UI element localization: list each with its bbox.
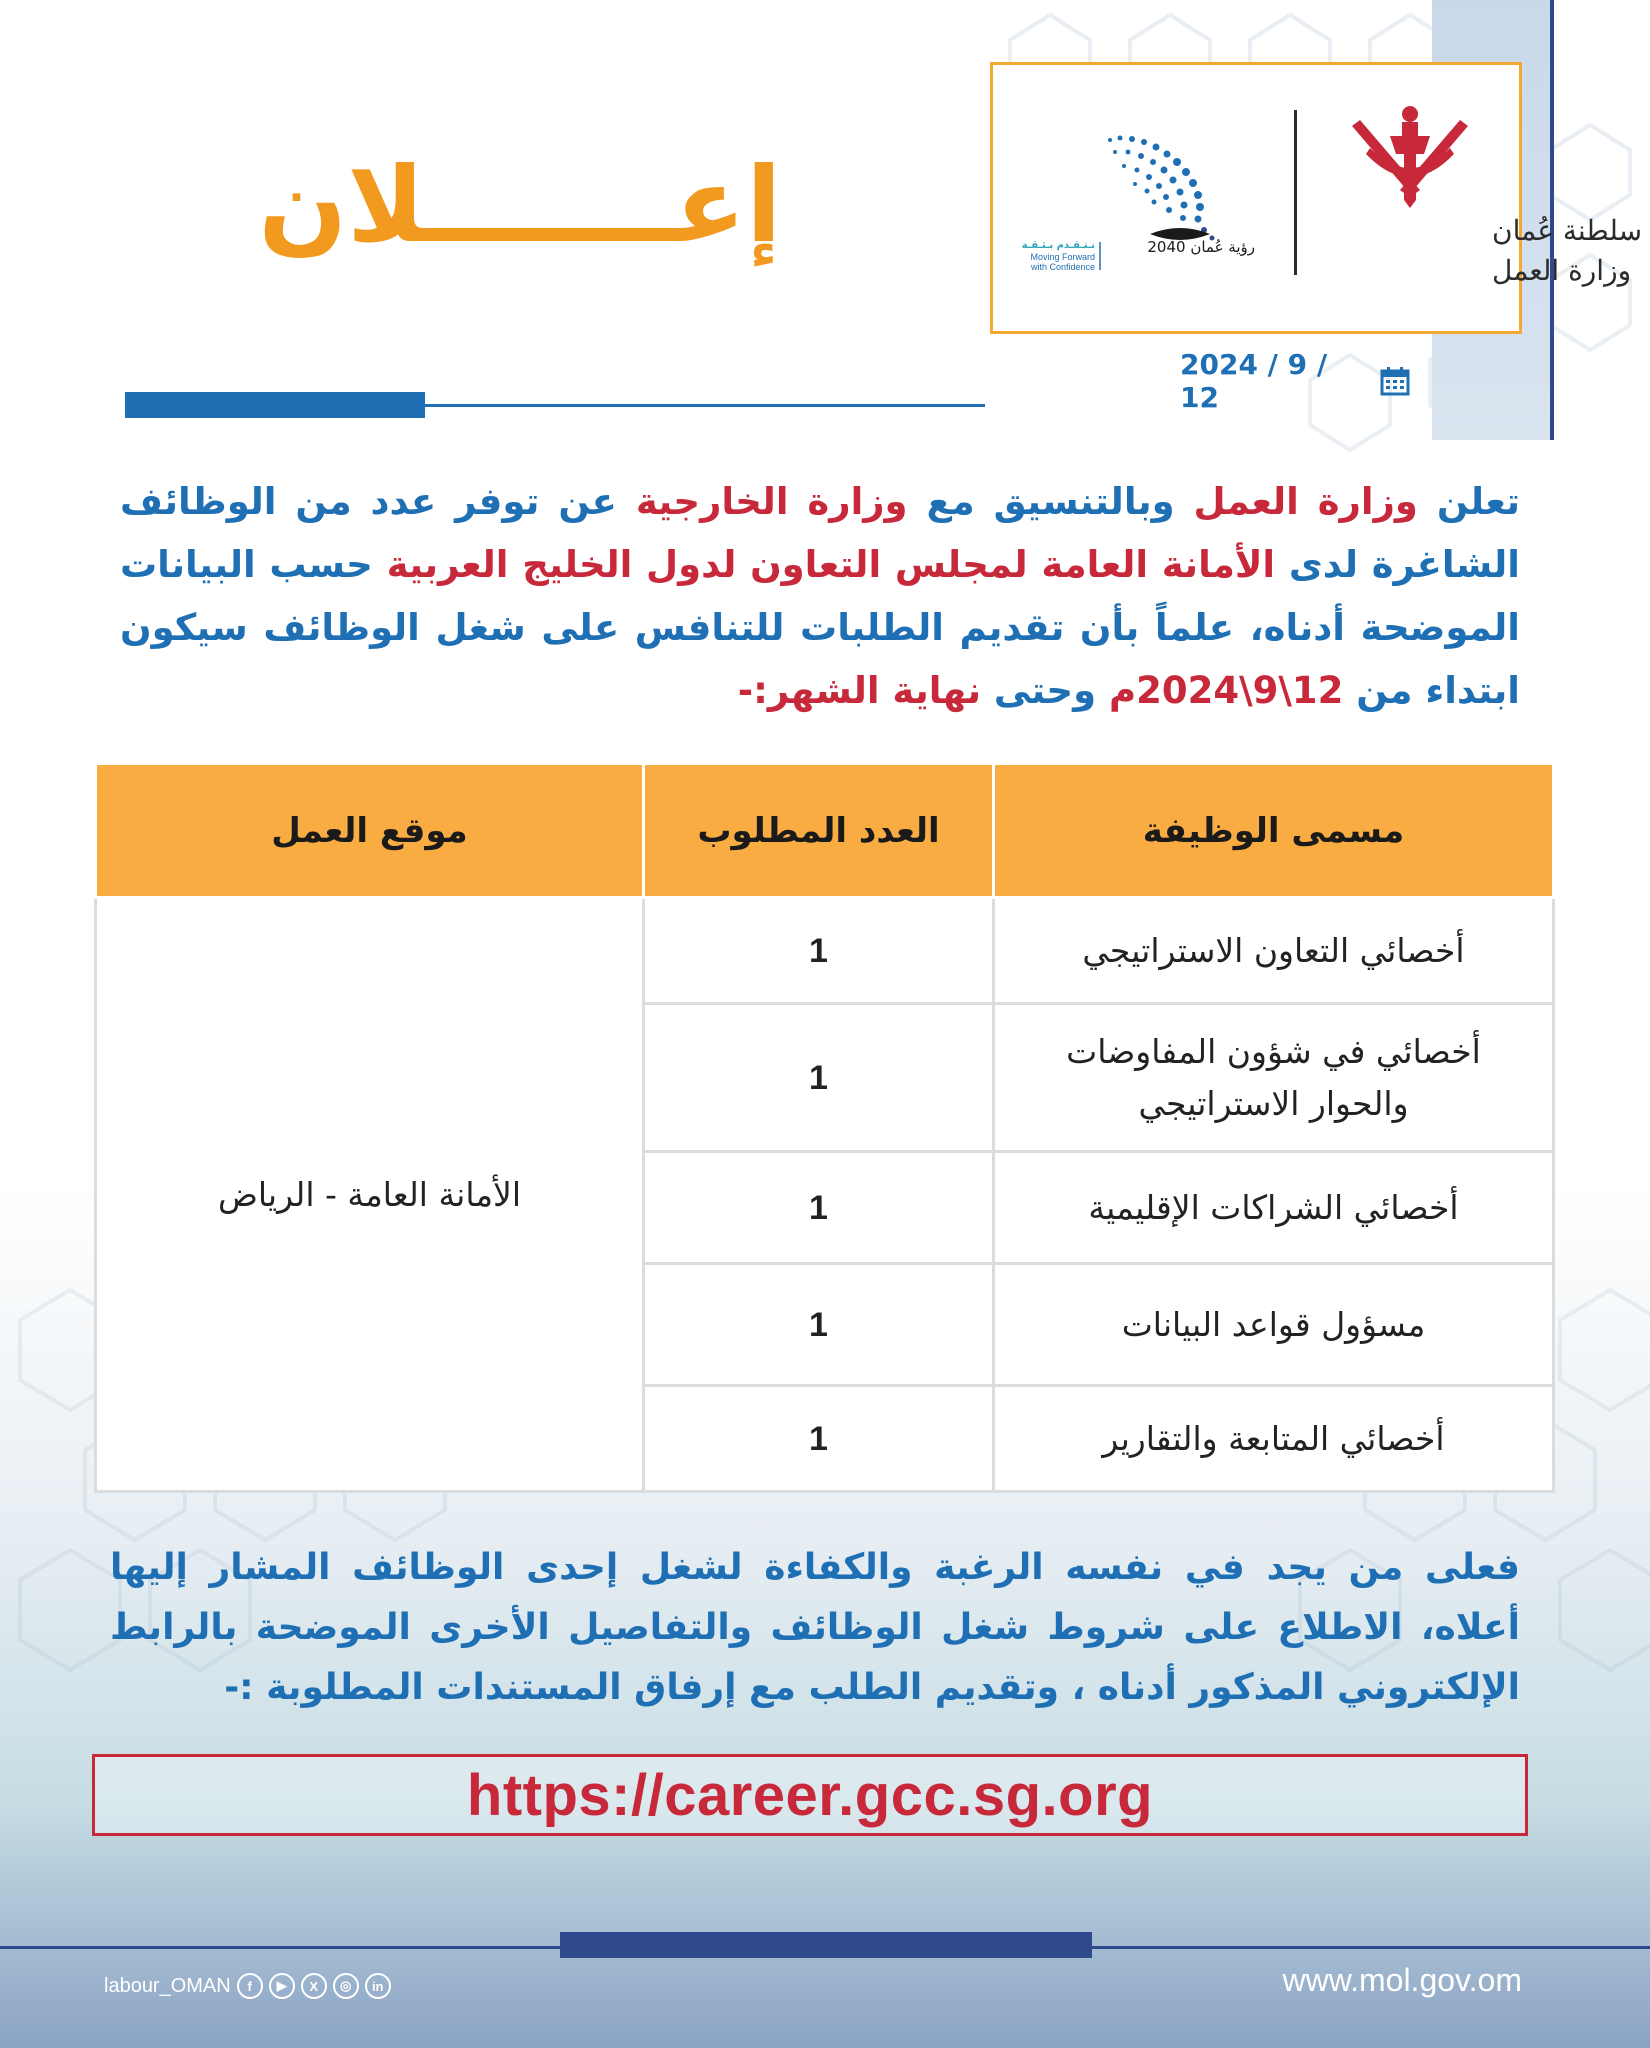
job-count-cell: 1 [644, 1004, 994, 1152]
job-count-cell: 1 [644, 1386, 994, 1492]
social-handle[interactable]: labour_OMAN [104, 1974, 231, 1997]
svg-text:with Confidence: with Confidence [1030, 262, 1095, 272]
oman-vision-2040-logo [1021, 130, 1280, 280]
table-header-row [96, 764, 1554, 898]
job-count-cell: 1 [644, 898, 994, 1004]
header-location: موقع العمل [96, 764, 644, 898]
job-title-cell: أخصائي المتابعة والتقارير [994, 1386, 1554, 1492]
header-count: العدد المطلوب [644, 764, 994, 898]
logo-divider [1294, 110, 1297, 275]
website-link[interactable]: www.mol.gov.om [1282, 1962, 1522, 1998]
job-title-cell: أخصائي التعاون الاستراتيجي [994, 898, 1554, 1004]
table-row [96, 898, 1554, 1004]
footer-social [104, 1968, 391, 2004]
date-row [1180, 348, 1410, 414]
svg-text:نـتـقـدم بـثـقـة: نـتـقـدم بـثـقـة [1021, 240, 1095, 251]
divider-accent [125, 392, 425, 418]
announcement-date: 2024 / 9 / 12 [1180, 348, 1328, 414]
x-icon[interactable]: X [301, 1973, 327, 1999]
youtube-icon[interactable]: ▶ [269, 1973, 295, 1999]
footer-line [0, 1946, 1650, 1949]
footer-accent-bar [560, 1932, 1092, 1958]
linkedin-icon[interactable]: in [365, 1973, 391, 1999]
career-link-box[interactable] [92, 1754, 1528, 1836]
calendar-icon [1380, 366, 1410, 396]
svg-text:Moving Forward: Moving Forward [1030, 252, 1095, 262]
svg-text:سلطنة عُمان: سلطنة عُمان [1492, 214, 1643, 247]
job-title-cell: مسؤول قواعد البيانات [994, 1264, 1554, 1386]
jobs-table [94, 762, 1555, 1493]
job-count-cell: 1 [644, 1264, 994, 1386]
job-title-cell: أخصائي الشراكات الإقليمية [994, 1152, 1554, 1264]
svg-text:رؤية عُمان 2040: رؤية عُمان 2040 [1147, 238, 1255, 256]
facebook-icon[interactable]: f [237, 1973, 263, 1999]
outro-paragraph: فعلى من يجد في نفسه الرغبة والكفاءة لشغل إحدى الوظائف المشار إليها أعلاه، الاطلاع على شروط شغل الوظائف والتفاصيل الأخرى الموضحة بالرابط الإلكتروني المذكور أدناه ، وتقديم الطلب مع إرفاق المستندات المطلوبة :- [110, 1547, 1520, 1708]
instagram-icon[interactable]: ◎ [333, 1973, 359, 1999]
job-count-cell: 1 [644, 1152, 994, 1264]
career-link[interactable]: https://career.gcc.sg.org [466, 1762, 1154, 1828]
divider-line [425, 404, 985, 407]
ministry-of-labour-logo [1320, 100, 1643, 290]
job-title-cell: أخصائي في شؤون المفاوضات والحوار الاستراتيجي [994, 1004, 1554, 1152]
page-title: إعـــــــلان [258, 144, 782, 266]
job-location-cell: الأمانة العامة - الرياض [96, 898, 644, 1492]
svg-text:وزارة العمل: وزارة العمل [1492, 254, 1632, 287]
header-job-title: مسمى الوظيفة [994, 764, 1554, 898]
intro-paragraph: تعلن وزارة العمل وبالتنسيق مع وزارة الخارجية عن توفر عدد من الوظائف الشاغرة لدى الأمانة العامة لمجلس التعاون لدول الخليج العربية حسب البيانات الموضحة أدناه، علماً بأن تقديم الطلبات للتنافس على شغل الوظائف سيكون ابتداء من 12\9\2024م وحتى نهاية الشهر:- [120, 480, 1521, 712]
